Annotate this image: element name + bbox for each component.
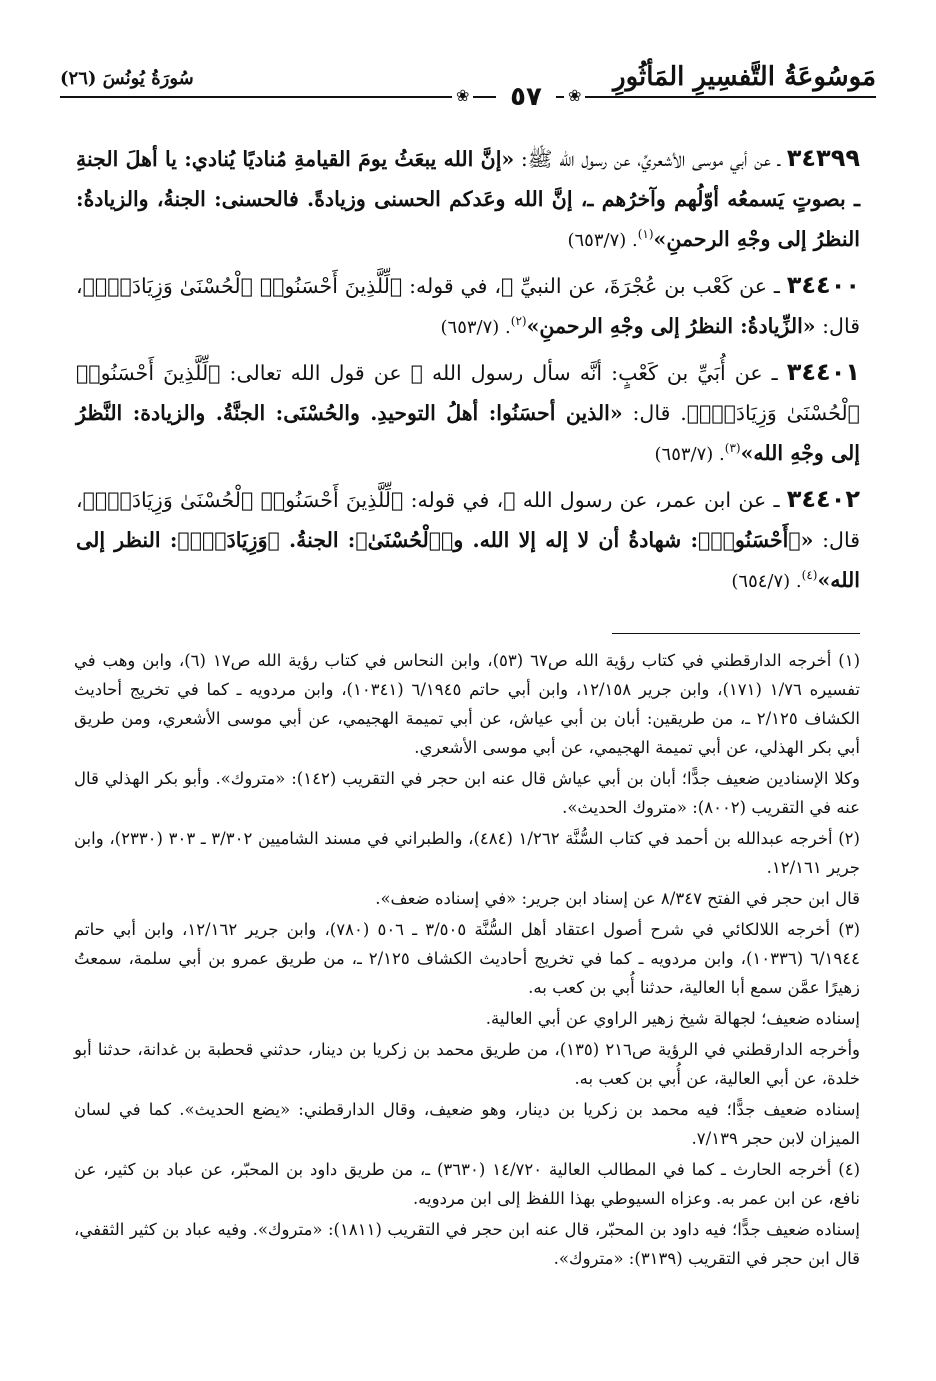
quran-verse: ﴿لِّلَّذِينَ أَحْسَنُوا۟ ٱلْحُسْنَىٰ وَزِيَادَةٌۭ﴾ xyxy=(76,361,860,425)
hadith-quote: «الزِّيادةُ: النظرُ إلى وجْهِ الرحمنِ» xyxy=(526,314,816,338)
main-text xyxy=(76,138,860,606)
hadith-entry xyxy=(76,352,860,475)
footnote: وكلا الإسنادين ضعيف جدًّا؛ أبان بن أبي عياش قال عنه ابن حجر في التقريب (١٤٢): «متروك». وأبو بكر الهذلي قال عنه في التقريب (٨٠٠٢): «متروك الحديث». xyxy=(74,769,861,817)
quran-verse: ﴿لِّلَّذِينَ أَحْسَنُوا۟ ٱلْحُسْنَىٰ وَزِيَادَةٌۭ﴾ xyxy=(82,488,404,512)
ornament-icon: ❀ xyxy=(452,89,473,105)
entry-text: ، قال: xyxy=(76,274,860,338)
footnote: (١) أخرجه الدارقطني في كتاب رؤية الله ص٦٧ (٥٣)، وابن النحاس في كتاب رؤية الله ص١٧ (٦)، وابن وهب في تفسيره ١/٧٦ (١٧١)، وابن جرير ١٢/١٥٨، وابن أبي حاتم ٦/١٩٤٥ (١٠٣٤١)، وابن مردويه ـ كما في تخريج أحاديث الكشاف ٢/١٢٥ ـ، من طريقين: أبان بن أبي عياش، عن أبي تميمة الهجيمي، عن أبي موسى الأشعري، ومن طريق أبي بكر الهذلي، عن أبي تميمة الهجيمي، عن أبي موسى الأشعري. xyxy=(74,651,861,757)
hadith-entry xyxy=(76,138,860,261)
book-title: مَوسُوعَةُ التَّفسِيرِ المَأثُورِ xyxy=(613,62,876,92)
page-header xyxy=(60,62,876,122)
entry-text: ـ عن ابن عمر، عن رسول الله ﷺ، في قوله: xyxy=(403,488,787,512)
surah-label: سُورَةُ يُونُسَ (٢٦) xyxy=(60,68,194,89)
hadith-quote: «إنَّ الله يبعَثُ يومَ القيامةِ مُناديًا يُنادي: يا أهلَ الجنةِ ـ بصوتٍ يَسمعُه أوّلُهم وآخرُهم ـ، إنَّ الله وعَدكم الحسنى وزيادةً. فالحسنى: الجنةُ، والزيادةُ: النظرُ إلى وجْهِ الرحمنِ» xyxy=(76,147,860,251)
footnote: قال ابن حجر في الفتح ٨/٣٤٧ عن إسناد ابن جرير: «في إسناده ضعف». xyxy=(375,889,860,908)
hadith-quote: «الذين أحسَنُوا: أهلُ التوحيدِ. والحُسْنَى: الجنَّةُ. والزيادة: النَّظرُ إلى وجْهِ الله» xyxy=(76,401,860,465)
volume-reference: . (٦٥٣/٧) xyxy=(567,230,638,251)
hadith-entry xyxy=(76,265,860,348)
entry-number: ٣٤٤٠٢ xyxy=(786,485,860,513)
page-number: ٥٧ xyxy=(496,82,556,112)
footnote-marker: (٣) xyxy=(724,441,741,456)
entry-number: ٣٤٣٩٩ xyxy=(786,144,860,172)
footnote: وأخرجه الدارقطني في الرؤية ص٢١٦ (١٣٥)، من طريق محمد بن زكريا بن دينار، حدثني قحطبة بن غدانة، حدثنا أبو خلدة، عن أبي العالية، عن أُبي بن كعب به. xyxy=(74,1040,861,1088)
footnote: إسناده ضعيف جدًّا؛ فيه محمد بن زكريا بن دينار، وهو ضعيف، وقال الدارقطني: «يضع الحديث». كما في لسان الميزان لابن حجر ٧/١٣٩. xyxy=(74,1100,860,1148)
quran-verse: ﴿لِّلَّذِينَ أَحْسَنُوا۟ ٱلْحُسْنَىٰ وَزِيَادَةٌۭ﴾ xyxy=(82,274,403,298)
entry-text: ـ عن أبي موسى الأشعريِّ، عن رسول الله ﷺ: xyxy=(514,147,787,171)
footnote: (٣) أخرجه اللالكائي في شرح أصول اعتقاد أهل السُّنَّة ٣/٥٠٥ ـ ٥٠٦ (٧٨٠)، وابن جرير ١٢/١٦٢، وابن أبي حاتم ٦/١٩٤٤ (١٠٣٣٦)، وابن مردويه ـ كما في تخريج أحاديث الكشاف ٢/١٢٥ ـ، من طريق عمرو بن أبي سلمة، سمعتُ زهيرًا عمَّن سمع أبا العالية، حدثنا أُبي بن كعب به. xyxy=(74,920,861,997)
entry-text: ، قال: xyxy=(76,488,860,552)
footnote: إسناده ضعيف جدًّا؛ فيه داود بن المحبّر، قال عنه ابن حجر في التقريب (١٨١١): «متروك». وفيه عباد بن كثير الثقفي، قال ابن حجر في التقريب (٣١٣٩): «متروك». xyxy=(74,1220,861,1268)
volume-reference: . (٦٥٤/٧) xyxy=(731,571,802,592)
footnote-marker: (٢) xyxy=(510,314,527,329)
hadith-quote: «﴿أَحْسَنُوا۟﴾: شهادةُ أن لا إله إلا الله. و﴿ٱلْحُسْنَىٰ﴾: الجنةُ. ﴿وَزِيَادَةٌۭ﴾: النظر إلى الله» xyxy=(76,528,860,592)
footnote: إسناده ضعيف؛ لجهالة شيخ زهير الراوي عن أبي العالية. xyxy=(485,1009,860,1028)
footnote: (٤) أخرجه الحارث ـ كما في المطالب العالية ١٤/٧٢٠ (٣٦٣٠) ـ، من طريق داود بن المحبّر، عن عباد بن كثير، عن نافع، عن ابن عمر به. وعزاه السيوطي بهذا اللفظ إلى ابن مردويه. xyxy=(74,1160,860,1208)
entry-number: ٣٤٤٠٠ xyxy=(786,271,860,299)
footnote-marker: (٤) xyxy=(801,568,818,583)
entry-text: ـ عن كَعْب بن عُجْرَةَ، عن النبيِّ ﷺ، في قوله: xyxy=(402,274,787,298)
entry-number: ٣٤٤٠١ xyxy=(786,358,860,386)
footnotes xyxy=(74,646,860,1275)
footnote-marker: (١) xyxy=(637,227,654,242)
footnote-separator xyxy=(612,633,860,634)
entry-text: . قال: xyxy=(622,401,687,425)
ornament-icon: ❀ xyxy=(564,89,585,105)
hadith-entry xyxy=(76,479,860,602)
volume-reference: . (٦٥٣/٧) xyxy=(440,317,511,338)
entry-text: ـ عن أُبَيِّ بن كَعْبٍ: أنَّه سأل رسول الله ﷺ عن قول الله تعالى: xyxy=(220,361,787,385)
footnote: (٢) أخرجه عبدالله بن أحمد في كتاب السُّنَّة ١/٢٦٢ (٤٨٤)، والطبراني في مسند الشاميين ٣/٣٠٢ ـ ٣٠٣ (٢٣٣٠)، وابن جرير ١٢/١٦١. xyxy=(74,829,860,877)
volume-reference: . (٦٥٣/٧) xyxy=(654,444,725,465)
